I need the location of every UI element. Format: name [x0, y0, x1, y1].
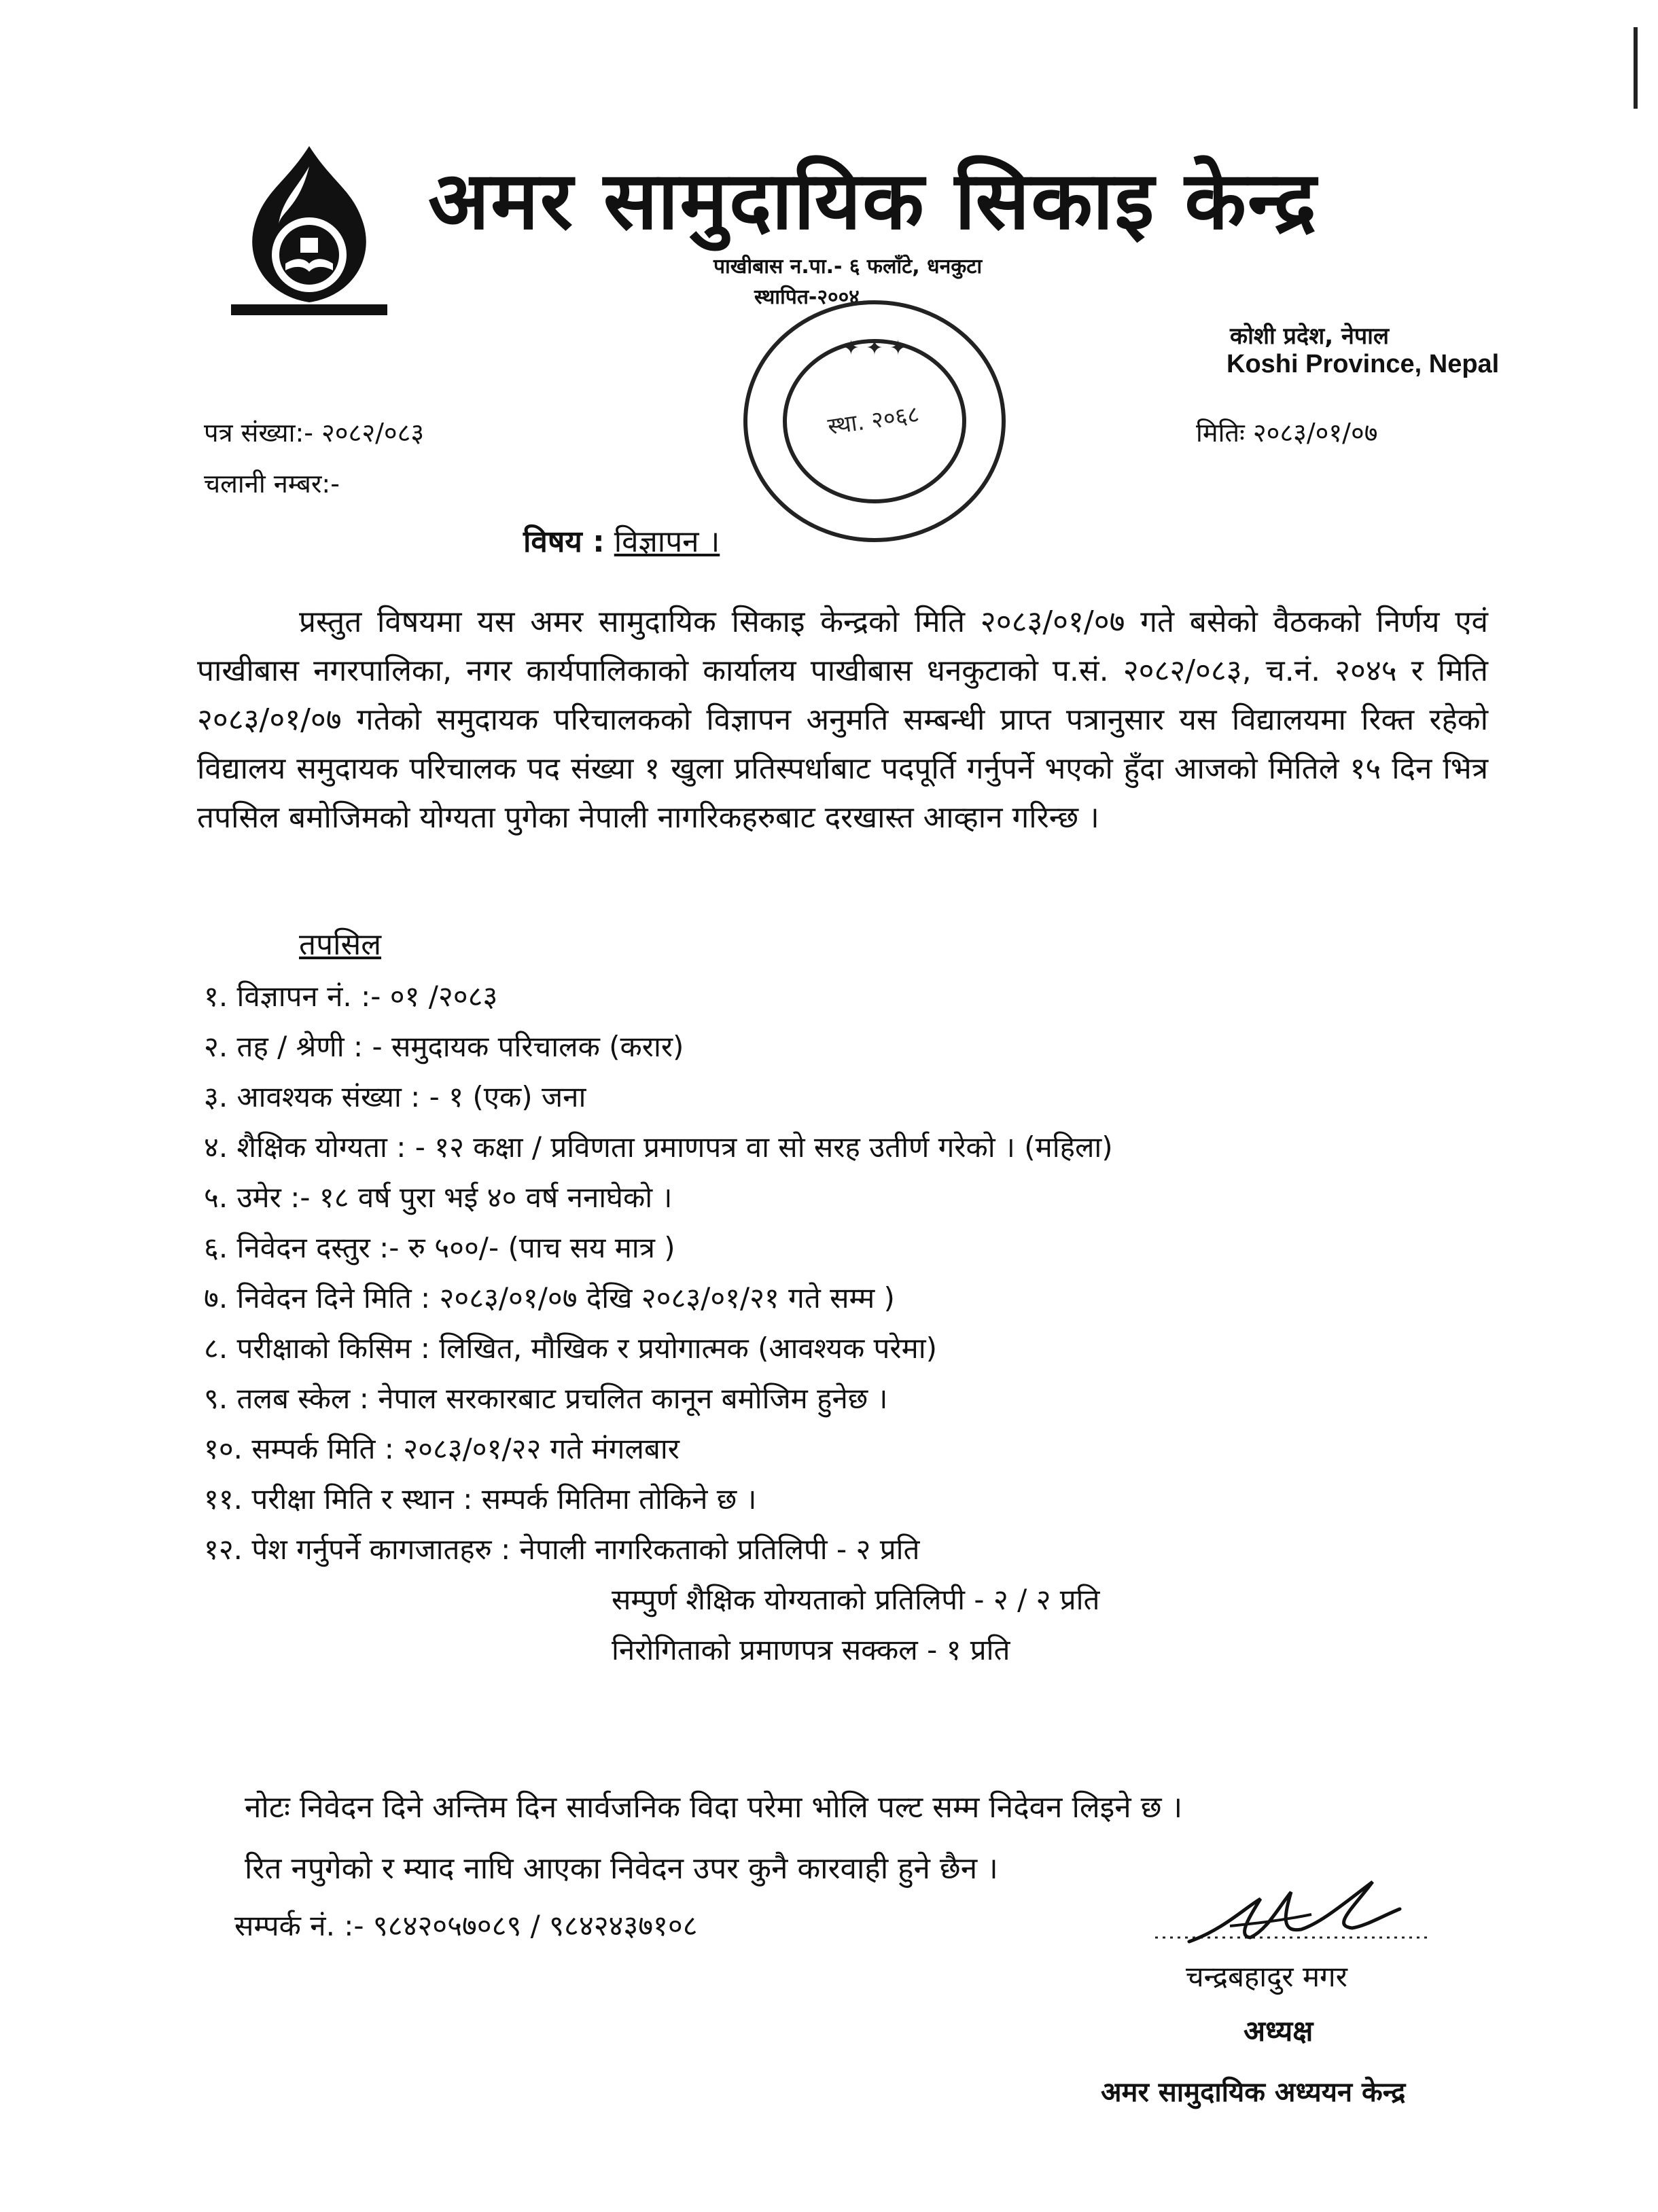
dispatch-number: चलानी नम्बर:- [204, 469, 340, 499]
schedule-item: १०. सम्पर्क मिति : २०८३/०१/२२ गते मंगलबार [204, 1432, 680, 1465]
subject-value: विज्ञापन । [614, 524, 720, 559]
signature-mark [1148, 1861, 1434, 1957]
required-document: सम्पुर्ण शैक्षिक योग्यताको प्रतिलिपी - २ / २ प्रति [612, 1583, 1100, 1616]
contact-numbers: सम्पर्क नं. :- ९८४२०५७०८९ / ९८४२४३७१०८ [234, 1909, 698, 1942]
subject-label: विषय : [523, 524, 605, 559]
official-stamp [737, 292, 1012, 550]
schedule-item: १२. पेश गर्नुपर्ने कागजातहरु : नेपाली नागरिकताको प्रतिलिपी - २ प्रति [204, 1533, 920, 1566]
signatory-organization: अमर सामुदायिक अध्ययन केन्द्र [1101, 2077, 1406, 2108]
schedule-item: ३. आवश्यक संख्या : - १ (एक) जना [204, 1080, 586, 1113]
note-line: रित नपुगेको र म्याद नाघि आएका निवेदन उपर कुनै कारवाही हुने छैन । [245, 1851, 998, 1886]
schedule-item: ४. शैक्षिक योग्यता : - १२ कक्षा / प्रविणता प्रमाणपत्र वा सो सरह उतीर्ण गरेको । (महिला) [204, 1130, 1113, 1164]
signatory-name: चन्द्रबहादुर मगर [1186, 1960, 1347, 1993]
schedule-item: ८. परीक्षाको किसिम : लिखित, मौखिक र प्रयोगात्मक (आवश्यक परेमा) [204, 1332, 937, 1365]
province-nepali: कोशी प्रदेश, नेपाल [1230, 323, 1389, 350]
org-logo-icon [217, 143, 401, 319]
letter-date: मितिः २०८३/०१/०७ [1196, 418, 1378, 448]
scan-edge-mark [1634, 27, 1653, 109]
schedule-item: २. तह / श्रेणी : - समुदायक परिचालक (करार) [204, 1030, 684, 1063]
schedule-heading: तपसिल [299, 927, 382, 962]
required-document: निरोगिताको प्रमाणपत्र सक्कल - १ प्रति [612, 1633, 1010, 1666]
reference-number: पत्र संख्या:- २०८२/०८३ [204, 418, 425, 448]
org-established: स्थापित-२००४ [754, 285, 860, 309]
subject-line [523, 520, 720, 560]
schedule-item: ९. तलब स्केल : नेपाल सरकारबाट प्रचलित कानून बमोजिम हुनेछ । [204, 1382, 888, 1415]
org-title: अमर सामुदायिक सिकाइ केन्द्र [428, 154, 1318, 247]
signatory-title: अध्यक्ष [1244, 2014, 1313, 2048]
org-address: पाखीबास न.पा.- ६ फलाँटे, धनकुटा [713, 255, 983, 279]
svg-text:✦ ✦ ✦: ✦ ✦ ✦ [842, 336, 907, 360]
schedule-item: ५. उमेर :- १८ वर्ष पुरा भई ४० वर्ष ननाघेको । [204, 1181, 673, 1214]
body-paragraph: प्रस्तुत विषयमा यस अमर सामुदायिक सिकाइ केन्द्रको मिति २०८३/०१/०७ गते बसेको वैठकको निर्णय एवं पाखीबास नगरपालिका, नगर कार्यपालिकाको कार्यालय पाखीबास धनकुटाको प.सं. २०८२/०८३, च.नं. २०४५ र मिति २०८३/०१/०७ गतेको समुदायक परिचालकको विज्ञापन अनुमति सम्बन्धी प्राप्त पत्रानुसार यस विद्यालयमा रिक्त रहेको विद्यालय समुदायक परिचालक पद संख्या १ खुला प्रतिस्पर्धाबाट पदपूर्ति गर्नुपर्ने भएको हुँदा आजको मितिले १५ दिन भित्र तपसिल बमोजिमको योग्यता पुगेका नेपाली नागरिकहरुबाट दरखास्त आव्हान गरिन्छ । [197, 605, 1488, 835]
province-english: Koshi Province, Nepal [1227, 350, 1500, 378]
schedule-item: ६. निवेदन दस्तुर :- रु ५००/- (पाच सय मात्र ) [204, 1231, 675, 1264]
schedule-item: ७. निवेदन दिने मिति : २०८३/०१/०७ देखि २०८३/०१/२१ गते सम्म ) [204, 1281, 895, 1315]
schedule-list [204, 971, 1495, 1575]
schedule-item: १. विज्ञापन नं. :- ०१ /२०८३ [204, 980, 498, 1013]
schedule-item: ११. परीक्षा मिति र स्थान : सम्पर्क मितिमा तोकिने छ । [204, 1482, 757, 1516]
stamp-year: स्था. २०६८ [826, 400, 921, 441]
note-line: नोटः निवेदन दिने अन्तिम दिन सार्वजनिक विदा परेमा भोलि पल्ट सम्म निदेवन लिइने छ । [245, 1790, 1183, 1825]
